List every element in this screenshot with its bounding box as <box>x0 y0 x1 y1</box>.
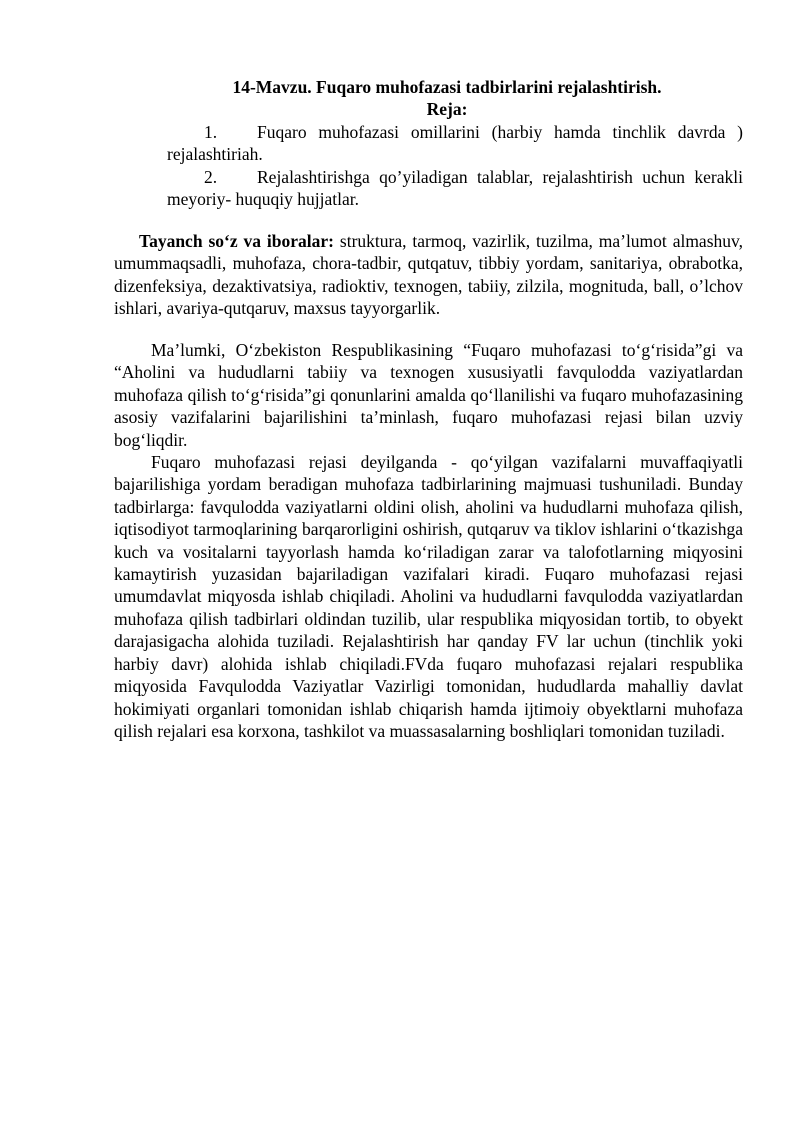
plan-item-text: Fuqaro muhofazasi omillarini (harbiy hamda tinchlik davrda ) rejalashtiriah. <box>167 122 743 165</box>
body-text <box>114 339 743 742</box>
plan-item <box>167 166 743 211</box>
plan-item <box>167 121 743 166</box>
plan-list <box>167 121 743 211</box>
plan-heading: Reja: <box>426 99 468 119</box>
keywords-label: Tayanch so‘z va iboralar: <box>139 231 334 251</box>
plan-item-number: 2. <box>204 166 218 187</box>
body-paragraph: Ma’lumki, O‘zbekiston Respublikasining “Fuqaro muhofazasi to‘g‘risida”gi va “Aholini va hududlarni tabiiy va texnogen xususiyatli favqulodda vaziyatlardan muhofaza qilish to‘g‘risida”gi qonunlarini amalda qo‘llanilishi va fuqaro muhofazasining asosiy vazifalarini bajarilishini ta’minlash, fuqaro muhofazasi rejasi bilan uzviy bog‘liqdir. <box>114 340 743 450</box>
body-paragraph: Fuqaro muhofazasi rejasi deyilganda - qo‘yilgan vazifalarni muvaffaqiyatli bajarilishiga yordam beradigan muhofaza tadbirlarining majmuasi tushuniladi. Bunday tadbirlarga: favqulodda vaziyatlarni oldini olish, aholini va hududlarni muhofaza qilish, iqtisodiyot tarmoqlarining barqarorligini oshirish, qutqaruv va tiklov ishlarini o‘tkazishga kuch va vositalarni tayyorlash hamda ko‘riladigan zarar va talofotlarning miqyosini kamaytirish yuzasidan bajariladigan vazifalari kiradi. Fuqaro muhofazasi rejasi umumdavlat miqyosda ishlab chiqiladi. Aholini va hududlarni favqulodda vaziyatlardan muhofaza qilish tadbirlari oldindan tuzilib, ular respublika miqyosidan tortib, to obyekt darajasigacha alohida tuziladi. Rejalashtirish har qanday FV lar uchun (tinchlik yoki harbiy davr) alohida ishlab chiqiladi.FVda fuqaro muhofazasi rejalari respublika miqyosida Favqulodda Vaziyatlar Vazirligi tomonidan, hududlarda mahalliy davlat hokimiyati organlari tomonidan ishlab chiqarish hamda ijtimoiy obyektlarni muhofaza qilish rejalari esa korxona, tashkilot va muassasalarning boshliqlari tomonidan tuziladi. <box>114 452 743 741</box>
keywords-text: struktura, tarmoq, vazirlik, tuzilma, ma’lumot almashuv, umummaqsadli, muhofaza, chora-tadbir, qutqatuv, tibbiy yordam, sanitariya, obrabotka, dizenfeksiya, dezaktivatsiya, radioktiv, texnogen, tabiiy, zilzila, mognituda, ball, o’lchov ishlari, avariya-qutqaruv, maxsus tayyorgarlik. <box>114 231 743 319</box>
keywords-paragraph <box>114 230 743 320</box>
document-title: 14-Mavzu. Fuqaro muhofazasi tadbirlarini rejalashtirish. <box>232 77 662 97</box>
plan-item-number: 1. <box>204 122 218 142</box>
plan-item-text: Rejalashtirishga qo’yiladigan talablar, rejalashtirish uchun kerakli meyoriy- huquqiy hujjatlar. <box>167 166 743 210</box>
